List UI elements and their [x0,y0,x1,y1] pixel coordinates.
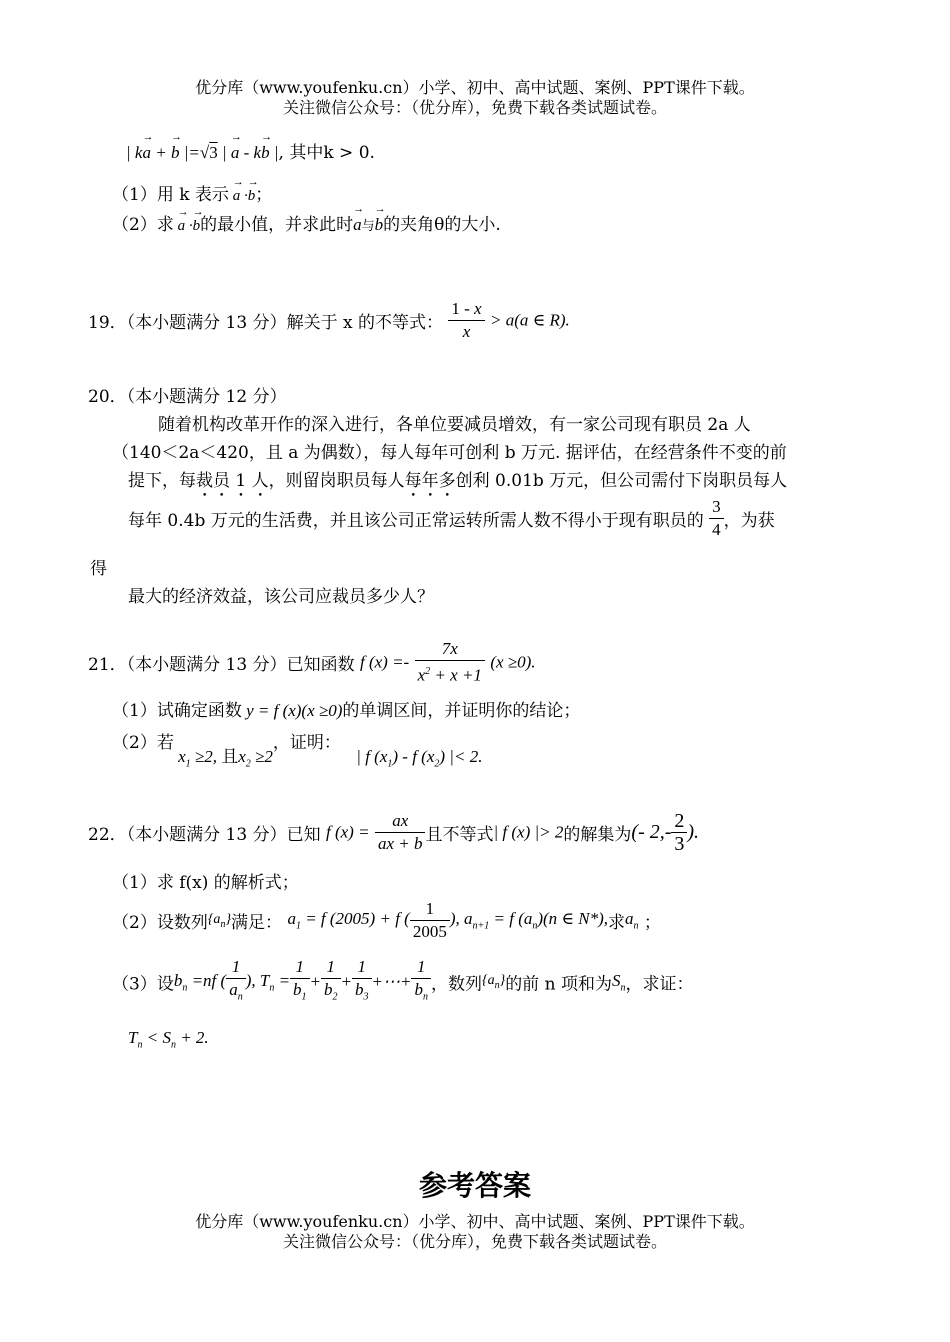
q20-heading: 20．（本小题满分 12 分） [88,387,287,407]
q22-part1: （1）求 f(x) 的解析式； [112,873,299,893]
q21-part2: （2）若 $x_1 \ge 2$, 且$x_2 \ge 2$，证明： | f $(x_1)$ - f $(x_2)$ |< 2. [112,733,483,770]
footer-line-2: 关注微信公众号：（优分库），免费下载各类试题试卷。 [282,1232,667,1251]
q22-part2: （2）设数列$\{a_n\}$满足： $a_1 = f$ (2005) + f ( $\frac{1}{2005}$ ), $a_{n+1} = f$ $(a_n)(n$ ∈ N*),求$a_n$ ； [112,899,661,941]
q20-line1: 随着机构改革开作的深入进行，各单位要减员增效，有一家公司现有职员 2a 人 [158,415,751,435]
q20-line6: 最大的经济效益，该公司应裁员多少人？ [128,587,434,607]
q22-inequality: $T_n < S_n + 2$. [128,1028,209,1051]
q21-part1: （1）试确定函数 y = f (x)(x ≥0)的单调区间，并证明你的结论； [112,701,581,721]
footer-line-1: 优分库（www.youfenku.cn）小学、初中、高中试题、案例、PPT课件下载。 [195,1212,755,1231]
answer-title: 参考答案 [418,1169,531,1202]
header-line-2: 关注微信公众号：（优分库），免费下载各类试题试卷。 [282,98,667,117]
q19: 19．（本小题满分 13 分）解关于 x 的不等式： $\frac{1 - x}{x}$ > a(a ∈ R). [88,299,570,341]
q18-part1: （1）用 k 表示 → a ·→ b； [112,180,272,205]
q22-part3: （3）设$b_n =nf$ ( $\frac{1}{a_n}$ ), $T_n$ = $\frac{1}{b_1}$ + $\frac{1}{b_2}$ + $\frac{1}{b_3}$ +⋯+ $\frac{1}{b_n}$ ，数列$\{a_n\}$的前 n 项和为$S_n$，求证： [112,957,694,1003]
q20-line3: 提下，每裁员 1 人，则留岗职员每人每年多创利 0.01b 万元，但公司需付下岗职员每人 [128,471,788,491]
q18-part2: （2）求 → a ·→ b的最小值，并求此时→ a与→ b的夹角θ的大小. [112,210,501,235]
q18-condition: | k→ a + → b |=√3 | → a - k→ b |, 其中k > 0. [126,138,375,163]
q20-line5: 得 [90,559,107,579]
q20-line2: （140＜2a＜420，且 a 为偶数），每人每年可创利 b 万元. 据评估，在经营条件不变的前 [112,443,787,463]
q20-line4: 每年 0.4b 万元的生活费，并且该公司正常运转所需人数不得小于现有职员的 $\frac{3}{4}$ ，为获 [128,497,775,539]
q21-heading: 21．（本小题满分 13 分）已知函数 f (x) =- $\frac{7x}{x^2 + x +1}$ (x ≥0). [88,639,536,685]
q22-heading: 22．（本小题满分 13 分）已知 f (x) = $\frac{ax}{ax + b}$ 且不等式| f (x) |> 2的解集为(- 2,- $\frac{2}{3}$ ). [88,810,700,855]
header-line-1: 优分库（www.youfenku.cn）小学、初中、高中试题、案例、PPT课件下载。 [195,78,755,97]
